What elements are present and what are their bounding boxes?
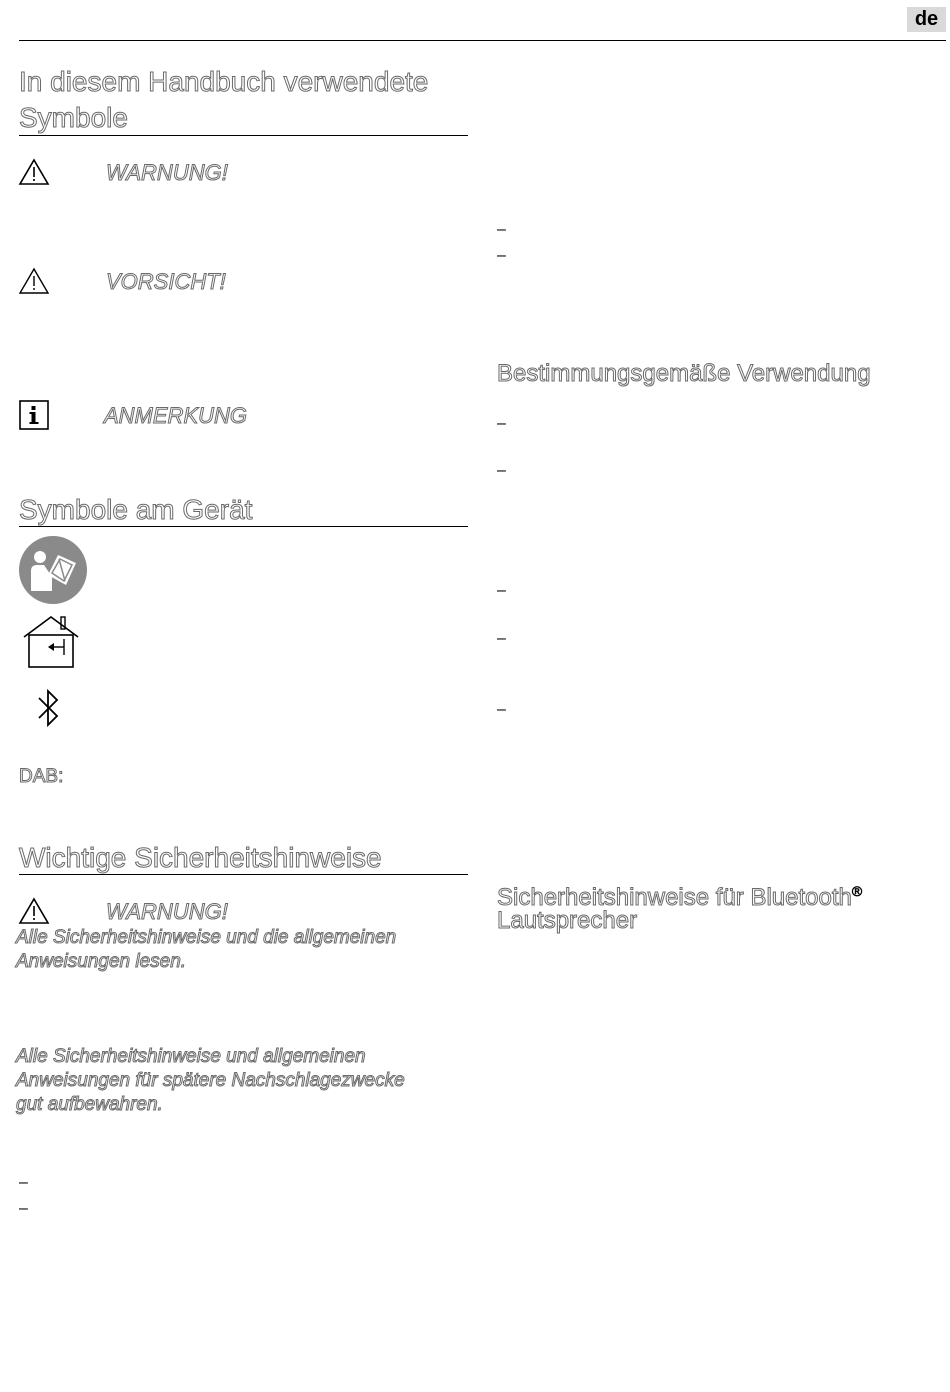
list-dash: – (497, 415, 506, 432)
safety-paragraph-2-line2: Anweisungen für spätere Nachschlagezwecke (16, 1070, 405, 1091)
caution-label: VORSICHT! (106, 269, 226, 294)
header-rule (19, 40, 946, 41)
list-dash: – (497, 630, 506, 647)
section-title-symbols-device: Symbole am Gerät (19, 494, 253, 525)
section-title-symbols-manual-line2: Symbole (19, 102, 128, 133)
safety-paragraph-2-line1: Alle Sicherheitshinweise und allgemeinen (16, 1046, 366, 1067)
warning-label: WARNUNG! (106, 160, 228, 185)
safety-paragraph-2-line3: gut aufbewahren. (16, 1094, 163, 1115)
list-dash: – (19, 1200, 28, 1217)
list-dash: – (497, 582, 506, 599)
safety-warning-label: WARNUNG! (106, 899, 228, 924)
safety-paragraph-1-line1: Alle Sicherheitshinweise und die allgemeinen (16, 927, 397, 948)
section-rule (19, 526, 468, 527)
bluetooth-icon (36, 686, 62, 730)
caution-triangle-icon (18, 267, 50, 295)
language-badge: de (907, 7, 946, 32)
safety-paragraph-1-line2: Anweisungen lesen. (16, 951, 187, 972)
section-title-bluetooth-safety-line2: Lautsprecher (497, 907, 638, 934)
section-rule (19, 874, 468, 875)
warning-triangle-icon (18, 897, 50, 925)
note-label: ANMERKUNG (104, 403, 248, 428)
list-dash: – (497, 701, 506, 718)
indoor-use-icon (20, 615, 82, 669)
section-title-symbols-manual-line1: In diesem Handbuch verwendete (19, 66, 429, 97)
list-dash: – (497, 247, 506, 264)
section-rule (19, 135, 468, 136)
section-title-safety: Wichtige Sicherheitshinweise (19, 842, 382, 873)
bluetooth-safety-title-text: Sicherheitshinweise für Bluetooth (497, 884, 852, 911)
info-icon (19, 400, 49, 430)
list-dash: – (19, 1174, 28, 1191)
warning-triangle-icon (18, 158, 50, 186)
list-dash: – (497, 462, 506, 479)
dab-label: DAB: (19, 766, 64, 787)
section-title-intended-use: Bestimmungsgemäße Verwendung (497, 360, 871, 387)
registered-mark: ® (851, 883, 863, 899)
list-dash: – (497, 221, 506, 238)
read-manual-icon (18, 535, 88, 605)
